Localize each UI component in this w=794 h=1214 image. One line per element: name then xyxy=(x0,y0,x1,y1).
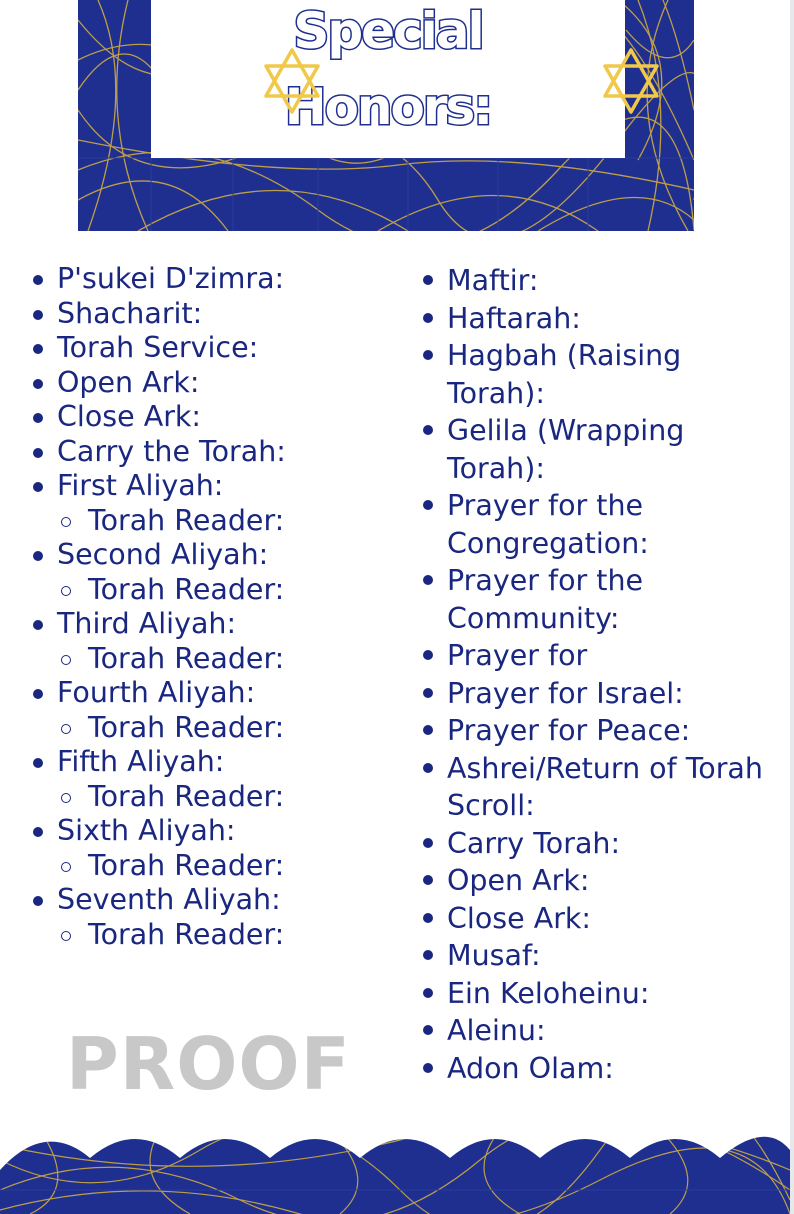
list-item: Shacharit: xyxy=(30,297,400,332)
list-item: Ein Keloheinu: xyxy=(420,975,780,1013)
title-line-2: Honors: xyxy=(284,78,492,136)
title-line-1: Special xyxy=(293,2,483,60)
list-item: First Aliyah: xyxy=(30,469,400,504)
sub-list-item: Torah Reader: xyxy=(30,573,400,608)
list-item: Sixth Aliyah: xyxy=(30,814,400,849)
list-item: Gelila (Wrapping Torah): xyxy=(420,412,780,487)
star-of-david-icon xyxy=(263,48,321,114)
list-item: Close Ark: xyxy=(30,400,400,435)
list-item: Open Ark: xyxy=(420,862,780,900)
sub-list-item: Torah Reader: xyxy=(30,780,400,815)
list-item: Fifth Aliyah: xyxy=(30,745,400,780)
proof-watermark: PROOF xyxy=(66,1022,351,1106)
list-item: Musaf: xyxy=(420,937,780,975)
sub-list-item: Torah Reader: xyxy=(30,504,400,539)
honors-list-right xyxy=(420,262,780,1087)
sub-list-item: Torah Reader: xyxy=(30,918,400,953)
list-item: Prayer for xyxy=(420,637,780,675)
list-item: Torah Service: xyxy=(30,331,400,366)
list-item: Second Aliyah: xyxy=(30,538,400,573)
title-box xyxy=(151,0,625,158)
list-item: Adon Olam: xyxy=(420,1050,780,1088)
sub-list-item: Torah Reader: xyxy=(30,849,400,884)
list-item: Third Aliyah: xyxy=(30,607,400,642)
list-item: Close Ark: xyxy=(420,900,780,938)
list-item: Prayer for Peace: xyxy=(420,712,780,750)
list-item: Seventh Aliyah: xyxy=(30,883,400,918)
scalloped-footer-border xyxy=(0,1130,790,1214)
honors-list-left xyxy=(30,262,400,952)
list-item: Open Ark: xyxy=(30,366,400,401)
list-item: Carry the Torah: xyxy=(30,435,400,470)
sub-list-item: Torah Reader: xyxy=(30,711,400,746)
list-item: Prayer for Israel: xyxy=(420,675,780,713)
list-item: Maftir: xyxy=(420,262,780,300)
list-item: P'sukei D'zimra: xyxy=(30,262,400,297)
list-item: Haftarah: xyxy=(420,300,780,338)
page-edge xyxy=(790,0,794,1214)
list-item: Hagbah (Raising Torah): xyxy=(420,337,780,412)
list-item: Aleinu: xyxy=(420,1012,780,1050)
list-item: Fourth Aliyah: xyxy=(30,676,400,711)
header-banner xyxy=(78,0,694,231)
list-item: Prayer for the Congregation: xyxy=(420,487,780,562)
list-item: Ashrei/Return of Torah Scroll: xyxy=(420,750,780,825)
list-item: Carry Torah: xyxy=(420,825,780,863)
sub-list-item: Torah Reader: xyxy=(30,642,400,677)
list-item: Prayer for the Community: xyxy=(420,562,780,637)
star-of-david-icon xyxy=(602,48,660,114)
